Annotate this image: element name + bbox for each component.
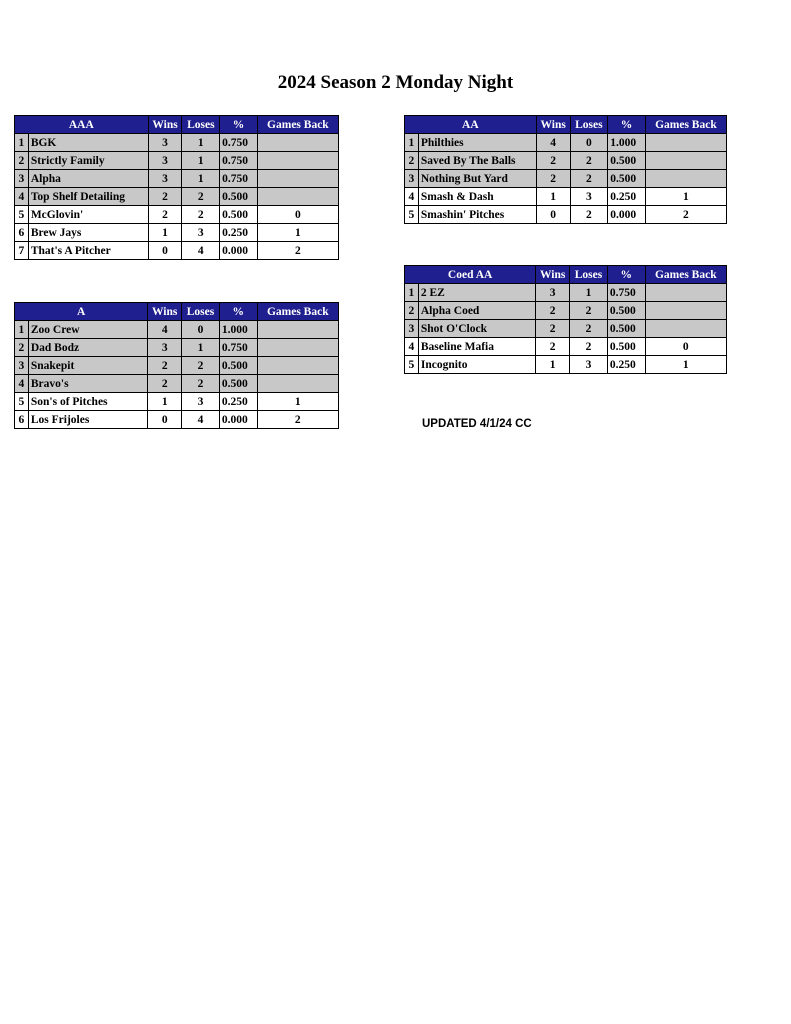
pct-cell: 0.000	[608, 206, 646, 224]
games-back-cell	[645, 302, 726, 320]
rank-cell: 1	[405, 284, 419, 302]
loses-cell: 2	[182, 357, 220, 375]
wins-header: Wins	[536, 116, 570, 134]
table-row	[405, 188, 727, 206]
loses-cell: 4	[182, 411, 220, 429]
aaa-standings-table	[14, 115, 339, 260]
pct-cell: 0.500	[607, 320, 645, 338]
pct-cell: 0.500	[219, 357, 257, 375]
table-header-row	[15, 303, 339, 321]
wins-cell: 2	[536, 320, 570, 338]
a-standings-table	[14, 302, 339, 429]
aa-standings-table	[404, 115, 727, 224]
table-row	[405, 206, 727, 224]
games-back-cell: 0	[645, 338, 726, 356]
wins-header: Wins	[148, 303, 182, 321]
table-row	[15, 224, 339, 242]
loses-cell: 2	[182, 188, 220, 206]
loses-cell: 2	[182, 375, 220, 393]
pct-cell: 0.250	[219, 393, 257, 411]
division-name: Coed AA	[405, 266, 536, 284]
loses-cell: 3	[182, 393, 220, 411]
rank-cell: 2	[15, 152, 29, 170]
table-row	[405, 338, 727, 356]
table-row	[405, 356, 727, 374]
wins-cell: 2	[148, 206, 182, 224]
division-name: AAA	[15, 116, 149, 134]
team-cell: Nothing But Yard	[418, 170, 536, 188]
team-cell: Son's of Pitches	[28, 393, 147, 411]
team-cell: Top Shelf Detailing	[28, 188, 148, 206]
pct-header: %	[608, 116, 646, 134]
table-row	[15, 206, 339, 224]
rank-cell: 5	[405, 206, 419, 224]
loses-header: Loses	[182, 303, 220, 321]
pct-cell: 0.750	[220, 152, 258, 170]
loses-header: Loses	[570, 266, 608, 284]
wins-cell: 2	[536, 302, 570, 320]
wins-cell: 0	[148, 411, 182, 429]
loses-cell: 3	[570, 356, 608, 374]
pct-cell: 0.500	[220, 188, 258, 206]
games-back-cell	[257, 134, 338, 152]
rank-cell: 2	[405, 152, 419, 170]
table-header-row	[405, 266, 727, 284]
rank-cell: 3	[405, 170, 419, 188]
table-row	[405, 170, 727, 188]
table-row	[15, 152, 339, 170]
pct-cell: 1.000	[608, 134, 646, 152]
table-row	[15, 375, 339, 393]
team-cell: Smashin' Pitches	[418, 206, 536, 224]
loses-cell: 1	[570, 284, 608, 302]
updated-note: UPDATED 4/1/24 CC	[422, 418, 532, 430]
team-cell: Baseline Mafia	[418, 338, 535, 356]
division-name: A	[15, 303, 148, 321]
wins-cell: 1	[536, 188, 570, 206]
rank-cell: 6	[15, 411, 29, 429]
rank-cell: 4	[15, 188, 29, 206]
games-back-cell	[645, 170, 726, 188]
games-back-header: Games Back	[257, 116, 338, 134]
games-back-cell	[645, 152, 726, 170]
wins-cell: 3	[536, 284, 570, 302]
wins-cell: 0	[148, 242, 182, 260]
games-back-cell	[257, 170, 338, 188]
division-name: AA	[405, 116, 537, 134]
table-row	[405, 320, 727, 338]
pct-cell: 0.750	[220, 170, 258, 188]
pct-cell: 0.750	[607, 284, 645, 302]
games-back-cell	[645, 320, 726, 338]
games-back-cell	[257, 188, 338, 206]
rank-cell: 3	[405, 320, 419, 338]
team-cell: Dad Bodz	[28, 339, 147, 357]
games-back-cell	[257, 375, 338, 393]
games-back-header: Games Back	[257, 303, 338, 321]
team-cell: Incognito	[418, 356, 535, 374]
team-cell: McGlovin'	[28, 206, 148, 224]
loses-cell: 1	[182, 134, 220, 152]
team-cell: Los Frijoles	[28, 411, 147, 429]
pct-cell: 0.000	[220, 242, 258, 260]
team-cell: 2 EZ	[418, 284, 535, 302]
pct-header: %	[220, 116, 258, 134]
rank-cell: 3	[15, 357, 29, 375]
games-back-cell	[257, 357, 338, 375]
team-cell: Snakepit	[28, 357, 147, 375]
rank-cell: 2	[15, 339, 29, 357]
team-cell: Alpha	[28, 170, 148, 188]
table-row	[405, 134, 727, 152]
table-row	[15, 357, 339, 375]
team-cell: Brew Jays	[28, 224, 148, 242]
pct-cell: 0.750	[220, 134, 258, 152]
pct-cell: 0.250	[607, 356, 645, 374]
games-back-cell	[257, 339, 338, 357]
pct-cell: 0.500	[607, 338, 645, 356]
games-back-cell: 2	[257, 411, 338, 429]
wins-cell: 3	[148, 152, 182, 170]
loses-cell: 2	[570, 338, 608, 356]
team-cell: Smash & Dash	[418, 188, 536, 206]
wins-cell: 2	[148, 188, 182, 206]
games-back-header: Games Back	[645, 266, 726, 284]
wins-cell: 2	[148, 375, 182, 393]
table-row	[15, 134, 339, 152]
loses-header: Loses	[570, 116, 608, 134]
wins-cell: 1	[536, 356, 570, 374]
loses-cell: 4	[182, 242, 220, 260]
rank-cell: 1	[405, 134, 419, 152]
wins-cell: 4	[148, 321, 182, 339]
table-row	[15, 321, 339, 339]
rank-cell: 4	[405, 338, 419, 356]
loses-cell: 2	[570, 170, 608, 188]
wins-header: Wins	[536, 266, 570, 284]
table-header-row	[405, 116, 727, 134]
table-row	[15, 393, 339, 411]
rank-cell: 3	[15, 170, 29, 188]
games-back-cell: 2	[645, 206, 726, 224]
table-row	[405, 284, 727, 302]
coed-aa-standings-table	[404, 265, 727, 374]
pct-cell: 0.250	[220, 224, 258, 242]
games-back-cell: 2	[257, 242, 338, 260]
page-title: 2024 Season 2 Monday Night	[277, 72, 514, 93]
team-cell: Strictly Family	[28, 152, 148, 170]
games-back-cell: 0	[257, 206, 338, 224]
table-row	[15, 339, 339, 357]
rank-cell: 1	[15, 134, 29, 152]
loses-cell: 2	[570, 302, 608, 320]
loses-cell: 1	[182, 152, 220, 170]
table-row	[15, 242, 339, 260]
games-back-cell	[645, 284, 726, 302]
wins-cell: 1	[148, 224, 182, 242]
team-cell: Bravo's	[28, 375, 147, 393]
team-cell: BGK	[28, 134, 148, 152]
pct-header: %	[607, 266, 645, 284]
rank-cell: 7	[15, 242, 29, 260]
loses-cell: 0	[182, 321, 220, 339]
rank-cell: 6	[15, 224, 29, 242]
loses-cell: 3	[570, 188, 608, 206]
wins-cell: 2	[536, 338, 570, 356]
loses-cell: 2	[570, 320, 608, 338]
loses-cell: 2	[182, 206, 220, 224]
wins-cell: 3	[148, 134, 182, 152]
pct-cell: 0.250	[608, 188, 646, 206]
loses-cell: 3	[182, 224, 220, 242]
games-back-cell: 1	[257, 393, 338, 411]
pct-cell: 0.000	[219, 411, 257, 429]
team-cell: That's A Pitcher	[28, 242, 148, 260]
pct-cell: 0.500	[607, 302, 645, 320]
wins-cell: 2	[536, 170, 570, 188]
table-row	[405, 152, 727, 170]
loses-cell: 2	[570, 152, 608, 170]
rank-cell: 2	[405, 302, 419, 320]
games-back-header: Games Back	[645, 116, 726, 134]
wins-cell: 3	[148, 170, 182, 188]
games-back-cell: 1	[257, 224, 338, 242]
team-cell: Philthies	[418, 134, 536, 152]
rank-cell: 4	[405, 188, 419, 206]
rank-cell: 5	[15, 393, 29, 411]
team-cell: Alpha Coed	[418, 302, 535, 320]
loses-cell: 2	[570, 206, 608, 224]
games-back-cell	[257, 152, 338, 170]
wins-cell: 4	[536, 134, 570, 152]
games-back-cell	[645, 134, 726, 152]
wins-cell: 3	[148, 339, 182, 357]
loses-cell: 0	[570, 134, 608, 152]
pct-cell: 0.500	[220, 206, 258, 224]
games-back-cell: 1	[645, 356, 726, 374]
table-row	[15, 411, 339, 429]
team-cell: Shot O'Clock	[418, 320, 535, 338]
loses-cell: 1	[182, 339, 220, 357]
table-row	[15, 170, 339, 188]
games-back-cell: 1	[645, 188, 726, 206]
table-header-row	[15, 116, 339, 134]
pct-cell: 1.000	[219, 321, 257, 339]
pct-cell: 0.500	[219, 375, 257, 393]
pct-cell: 0.500	[608, 170, 646, 188]
table-row	[15, 188, 339, 206]
rank-cell: 5	[15, 206, 29, 224]
loses-cell: 1	[182, 170, 220, 188]
pct-cell: 0.500	[608, 152, 646, 170]
rank-cell: 1	[15, 321, 29, 339]
wins-cell: 1	[148, 393, 182, 411]
rank-cell: 4	[15, 375, 29, 393]
team-cell: Zoo Crew	[28, 321, 147, 339]
wins-cell: 0	[536, 206, 570, 224]
pct-header: %	[219, 303, 257, 321]
rank-cell: 5	[405, 356, 419, 374]
pct-cell: 0.750	[219, 339, 257, 357]
wins-header: Wins	[148, 116, 182, 134]
loses-header: Loses	[182, 116, 220, 134]
wins-cell: 2	[536, 152, 570, 170]
team-cell: Saved By The Balls	[418, 152, 536, 170]
wins-cell: 2	[148, 357, 182, 375]
table-row	[405, 302, 727, 320]
games-back-cell	[257, 321, 338, 339]
